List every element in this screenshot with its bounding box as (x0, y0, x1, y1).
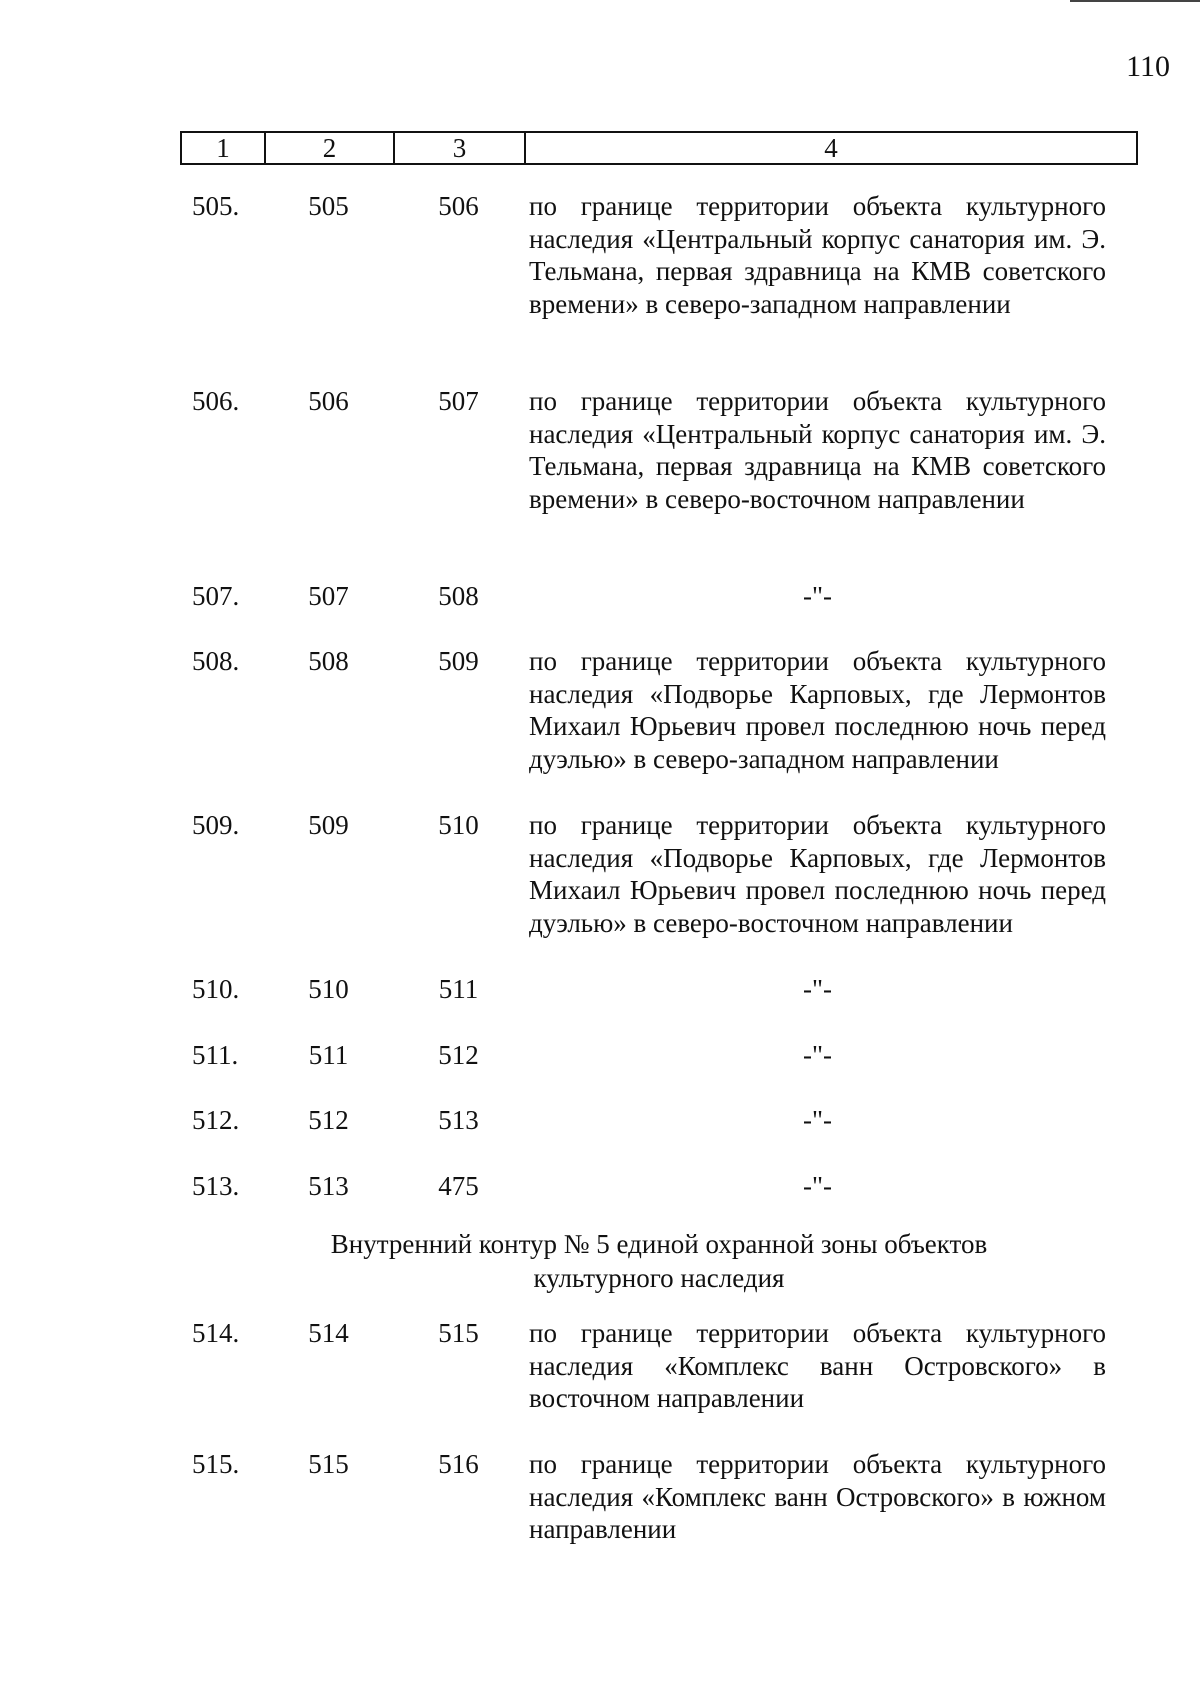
boundary-description: по границе территории объекта культурного наследия «Подворье Карповых, где Лермонтов Михаил Юрьевич провел последнюю ночь перед дуэлью» в северо-западном направлении (529, 646, 1106, 774)
point-to: 515 (438, 1318, 479, 1348)
point-to: 508 (438, 581, 479, 611)
point-from: 506 (308, 386, 349, 416)
header-col-2: 2 (266, 133, 395, 163)
point-to: 509 (438, 646, 479, 676)
row-number: 507. (192, 581, 240, 611)
point-from: 511 (308, 1040, 349, 1070)
row-number: 506. (192, 386, 240, 416)
row-number: 515. (192, 1449, 240, 1479)
section-heading-line-2: культурного наследия (533, 1263, 785, 1293)
header-col-1: 1 (182, 133, 266, 163)
point-from: 505 (308, 191, 349, 221)
boundary-description: по границе территории объекта культурного наследия «Центральный корпус санатория им. Э. Тельмана, первая здравница на КМВ советского времени» в северо-восточном направлении (529, 386, 1106, 514)
point-to: 513 (438, 1105, 479, 1135)
point-to: 506 (438, 191, 479, 221)
header-col-4: 4 (824, 133, 838, 163)
ditto-mark: -"- (802, 1040, 832, 1070)
ditto-mark: -"- (802, 1171, 832, 1201)
ditto-mark: -"- (802, 581, 832, 611)
point-to: 510 (438, 810, 479, 840)
row-number: 505. (192, 191, 240, 221)
ditto-mark: -"- (802, 1105, 832, 1135)
boundary-description: по границе территории объекта культурного наследия «Центральный корпус санатория им. Э. Тельмана, первая здравница на КМВ советского времени» в северо-западном направлении (529, 191, 1106, 319)
section-heading-line-1: Внутренний контур № 5 единой охранной зоны объектов (330, 1229, 988, 1259)
page-number: 110 (1126, 50, 1170, 83)
point-to: 475 (438, 1171, 479, 1201)
point-from: 508 (308, 646, 349, 676)
boundary-description: по границе территории объекта культурного наследия «Подворье Карповых, где Лермонтов Михаил Юрьевич провел последнюю ночь перед дуэлью» в северо-восточном направлении (529, 810, 1106, 938)
point-to: 512 (438, 1040, 479, 1070)
row-number: 509. (192, 810, 240, 840)
point-from: 515 (308, 1449, 349, 1479)
point-to: 516 (438, 1449, 479, 1479)
table-header (180, 131, 1138, 165)
header-col-3: 3 (395, 133, 526, 163)
point-from: 513 (308, 1171, 349, 1201)
scan-edge-line (1070, 0, 1200, 2)
point-to: 511 (438, 974, 479, 1004)
point-from: 507 (308, 581, 349, 611)
point-from: 514 (308, 1318, 349, 1348)
boundary-description: по границе территории объекта культурного наследия «Комплекс ванн Островского» в восточном направлении (529, 1318, 1106, 1413)
row-number: 508. (192, 646, 240, 676)
row-number: 513. (192, 1171, 240, 1201)
boundary-description: по границе территории объекта культурного наследия «Комплекс ванн Островского» в южном направлении (529, 1449, 1106, 1544)
ditto-mark: -"- (802, 974, 832, 1004)
row-number: 512. (192, 1105, 240, 1135)
row-number: 514. (192, 1318, 240, 1348)
point-from: 509 (308, 810, 349, 840)
section-heading (180, 1227, 1138, 1295)
point-to: 507 (438, 386, 479, 416)
row-number: 511. (192, 1040, 239, 1070)
point-from: 512 (308, 1105, 349, 1135)
point-from: 510 (308, 974, 349, 1004)
row-number: 510. (192, 974, 240, 1004)
